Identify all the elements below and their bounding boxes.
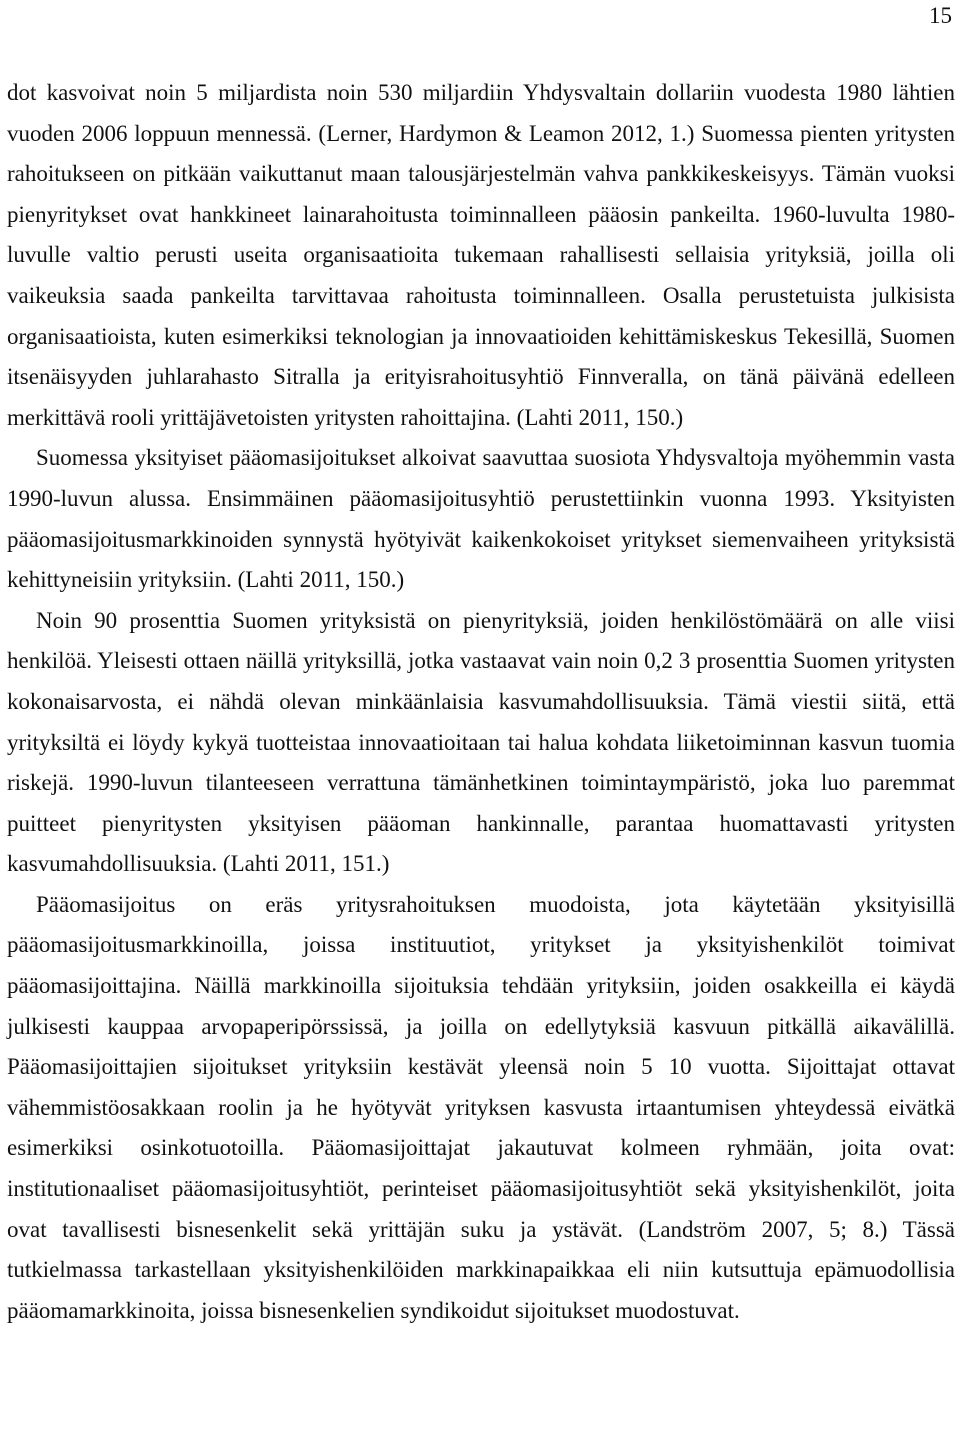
page-number: 15 [929,3,952,28]
document-body [7,73,955,1331]
paragraph-3: Noin 90 prosenttia Suomen yrityksistä on pienyrityksiä, joiden henkilöstömäärä on alle viisi henkilöä. Yleisesti ottaen näillä yrityksillä, jotka vastaavat vain noin 0,2 3 prosenttia Suomen yritysten kokonaisarvosta, ei nähdä olevan minkäänlaisia kasvumahdollisuuksia. Tämä viestii siitä, että yrityksiltä ei löydy kykyä tuotteistaa innovaatioitaan tai halua kohdata liiketoiminnan kasvun tuomia riskejä. 1990-luvun tilanteeseen verrattuna tämänhetkinen toimintaympäristö, joka luo paremmat puitteet pienyritysten yksityisen pääoman hankinnalle, parantaa huomattavasti yritysten kasvumahdollisuuksia. (Lahti 2011, 151.) [7,607,955,877]
paragraph-2: Suomessa yksityiset pääomasijoitukset alkoivat saavuttaa suosiota Yhdysvaltoja myöhemmin vasta 1990-luvun alussa. Ensimmäinen pääomasijoitusyhtiö perustettiinkin vuonna 1993. Yksityisten pääomasijoitusmarkkinoiden synnystä hyötyivät kaikenkokoiset yritykset siemenvaiheen yrityksistä kehittyneisiin yrityksiin. (Lahti 2011, 150.) [7,445,955,593]
paragraph-4: Pääomasijoitus on eräs yritysrahoituksen muodoista, jota käytetään yksityisillä pääomasijoitusmarkkinoilla, joissa instituutiot, yritykset ja yksityishenkilöt toimivat pääomasijoittajina. Näillä markkinoilla sijoituksia tehdään yrityksiin, joiden osakkeilla ei käydä julkisesti kauppaa arvopaperipörssissä, ja joilla on edellytyksiä kasvuun pitkällä aikavälillä. Pääomasijoittajien sijoitukset yrityksiin kestävät yleensä noin 5 10 vuotta. Sijoittajat ottavat vähemmistöosakkaan roolin ja he hyötyvät yrityksen kasvusta irtaantumisen yhteydessä eivätkä esimerkiksi osinkotuotoilla. Pääomasijoittajat jakautuvat kolmeen ryhmään, joita ovat: institutionaaliset pääomasijoitusyhtiöt, perinteiset pääomasijoitusyhtiöt sekä yksityishenkilöt, joita ovat tavallisesti bisnesenkelit sekä yrittäjän suku ja ystävät. (Landström 2007, 5; 8.) Tässä tutkielmassa tarkastellaan yksityishenkilöiden markkinapaikkaa eli niin kutsuttuja epämuodollisia pääomamarkkinoita, joissa bisnesenkelien syndikoidut sijoitukset muodostuvat. [7,891,955,1323]
paragraph-1: dot kasvoivat noin 5 miljardista noin 530 miljardiin Yhdysvaltain dollariin vuodesta 1980 lähtien vuoden 2006 loppuun mennessä. (Lerner, Hardymon & Leamon 2012, 1.) Suomessa pienten yritysten rahoitukseen on pitkään vaikuttanut maan talousjärjestelmän vahva pankkikeskeisyys. Tämän vuoksi pienyritykset ovat hankkineet lainarahoitusta toiminnalleen pääosin pankeilta. 1960-luvulta 1980-luvulle valtio perusti useita organisaatioita tukemaan rahallisesti sellaisia yrityksiä, joilla oli vaikeuksia saada pankeilta tarvittavaa rahoitusta toiminnalleen. Osalla perustetuista julkisista organisaatioista, kuten esimerkiksi teknologian ja innovaatioiden kehittämiskeskus Tekesillä, Suomen itsenäisyyden juhlarahasto Sitralla ja erityisrahoitusyhtiö Finnveralla, on tänä päivänä edelleen merkittävä rooli yrittäjävetoisten yritysten rahoittajina. (Lahti 2011, 150.) [7,80,955,430]
